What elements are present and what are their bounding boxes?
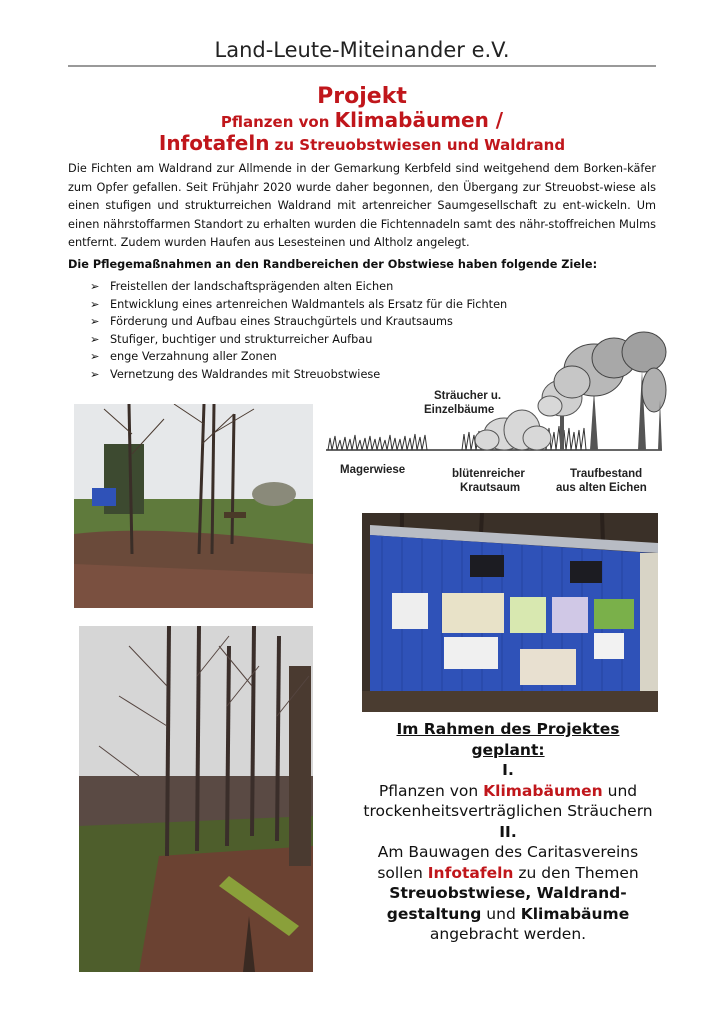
plan-number-2: II. <box>499 822 517 841</box>
goal-text: Förderung und Aufbau eines Strauchgürtels und Krautsaums <box>110 315 453 329</box>
diagram-label-meadow: Magerwiese <box>340 464 406 476</box>
goal-item <box>90 278 507 296</box>
header-rule <box>68 65 656 67</box>
title-line-2 <box>0 108 724 132</box>
goal-text: Stufiger, buchtiger und strukturreicher Aufbau <box>110 332 373 346</box>
arrow-bullet-icon: ➢ <box>90 350 100 364</box>
intro-paragraph: Die Fichten am Waldrand zur Allmende in der Gemarkung Kerbfeld sind weitgehend dem Borken-käfer zum Opfer gefallen. Seit Frühjahr 2020 wurde daher begonnen, den Übergang zur Streuobst-wiese als einen stufigen und strukturreichen Waldrand mit artenreicher Saumgesellschaft zu ent-wickeln. Um einen nährstoffarmen Standort zu erhalten wurden die Fichtennadeln samt des nähr-stoffreichen Mulms entfernt. Zudem wurden Haufen aus Lesesteinen und Altholz angelegt. <box>68 162 656 249</box>
goal-text: Entwicklung eines artenreichen Waldmantels als Ersatz für die Fichten <box>110 297 508 311</box>
arrow-bullet-icon: ➢ <box>90 367 100 381</box>
plan-item-2-topics: Streuobstwiese, Waldrand-gestaltung <box>386 884 627 923</box>
plan-item-2-and: und <box>481 904 521 923</box>
plan-section <box>358 719 658 945</box>
diagram-label-herb-1: blütenreicher <box>452 468 525 480</box>
title-line-3 <box>0 131 724 155</box>
goal-text: Freistellen der landschaftsprägenden alten Eichen <box>110 280 394 293</box>
arrow-bullet-icon: ➢ <box>90 297 100 311</box>
goal-item <box>90 313 507 331</box>
plan-item-2 <box>358 842 658 945</box>
title-line-3-main: Infotafeln <box>158 131 270 155</box>
plan-number-1: I. <box>502 761 514 779</box>
plan-item-1-post: und trockenheitsverträglichen Sträuchern <box>363 781 653 820</box>
photo-forest-edge <box>79 626 313 972</box>
diagram-label-shrubs-1: Sträucher u. <box>434 390 502 402</box>
plan-item-1-highlight: Klimabäumen <box>483 781 603 800</box>
diagram-label-shrubs-2: Einzelbäume <box>424 404 495 416</box>
goal-item <box>90 296 507 314</box>
arrow-bullet-icon: ➢ <box>90 332 100 346</box>
photo-wagon-infoboards <box>362 513 658 712</box>
plan-item-2-highlight: Infotafeln <box>427 863 514 882</box>
large-oak-trees <box>554 332 666 450</box>
plan-item-2-post: angebracht werden. <box>429 925 587 943</box>
goal-text: Vernetzung des Waldrandes mit Streuobstwiese <box>110 367 381 381</box>
diagram-label-trees-2: aus alten Eichen <box>556 482 647 494</box>
plan-item-2-pre: Am Bauwagen des Caritasvereins sollen <box>377 843 639 882</box>
plan-item-2-mid: zu den Themen <box>513 863 639 882</box>
plan-item-1-pre: Pflanzen von <box>378 781 484 800</box>
organization-name: Land-Leute-Miteinander e.V. <box>214 38 510 62</box>
plan-item-1 <box>358 781 658 822</box>
title-line-2-prefix: Pflanzen von <box>220 113 335 131</box>
goals-heading: Die Pflegemaßnahmen an den Randbereichen der Obstwiese haben folgende Ziele: <box>68 258 598 271</box>
title-line-3-suffix: zu Streuobstwiesen und Waldrand <box>269 136 566 154</box>
shrubs <box>475 410 551 450</box>
plan-heading: Im Rahmen des Projektes geplant: <box>396 720 620 759</box>
title-line-1: Projekt <box>317 84 407 109</box>
diagram-label-trees-1: Traufbestand <box>570 468 643 480</box>
goal-text: enge Verzahnung aller Zonen <box>110 350 277 364</box>
diagram-label-herb-2: Krautsaum <box>460 482 521 494</box>
photo-meadow-wagon <box>74 404 313 608</box>
arrow-bullet-icon: ➢ <box>90 315 100 329</box>
plan-item-2-topic-climate: Klimabäume <box>520 904 630 923</box>
title-line-2-main: Klimabäumen / <box>334 108 504 132</box>
arrow-bullet-icon: ➢ <box>90 280 100 293</box>
forest-edge-diagram <box>322 330 667 495</box>
